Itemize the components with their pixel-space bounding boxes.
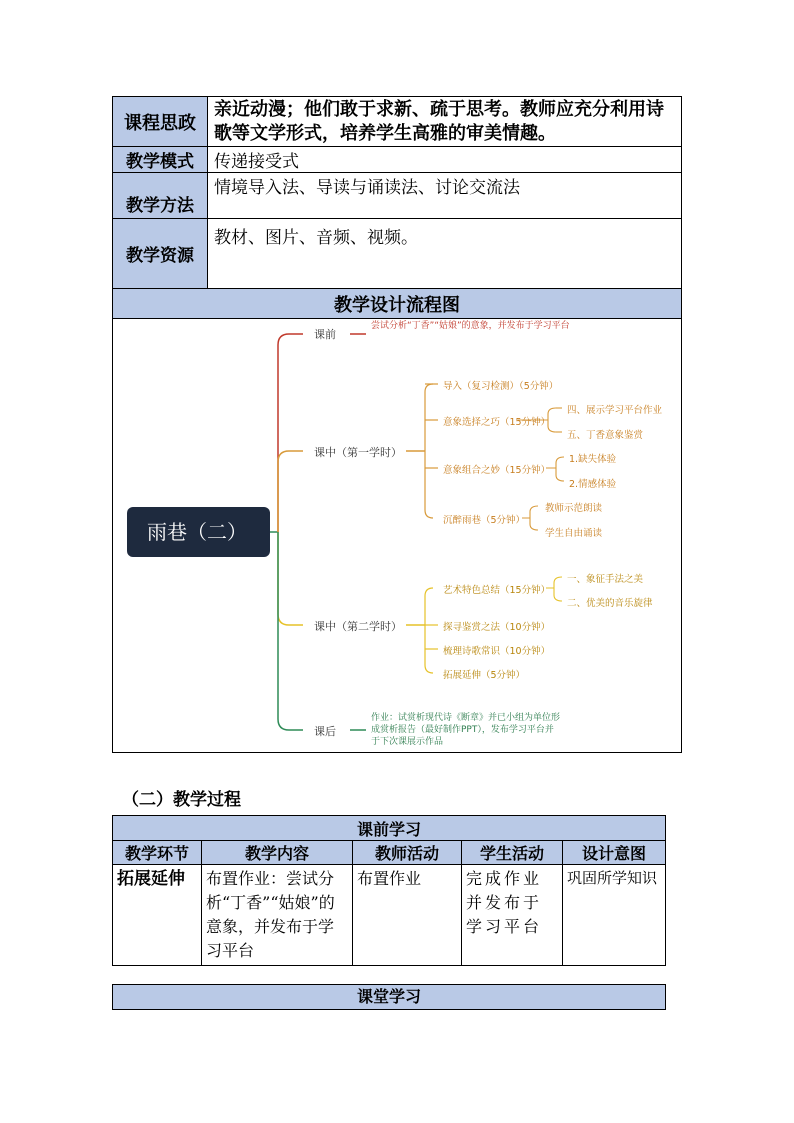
node-sub: 学生自由诵读 bbox=[545, 528, 603, 539]
node-item: 艺术特色总结（15分钟） bbox=[443, 585, 551, 596]
process-table-title: 课前学习 bbox=[113, 816, 666, 841]
flowchart-title: 教学设计流程图 bbox=[113, 289, 682, 319]
row-value: 情境导入法、导读与诵读法、讨论交流法 bbox=[208, 173, 682, 219]
column-header: 教学环节 bbox=[113, 841, 202, 865]
row-label: 课程思政 bbox=[113, 97, 208, 147]
node-after-desc-line: 成赏析报告（最好制作PPT），发布学习平台并 bbox=[371, 725, 554, 735]
node-sub: 1.缺失体验 bbox=[569, 454, 617, 465]
node-sub: 五、丁香意象鉴赏 bbox=[567, 430, 644, 441]
node-after-desc-line: 作业：试赏析现代诗《断章》并已小组为单位形 bbox=[371, 713, 561, 723]
node-item: 导入（复习检测）（5分钟） bbox=[443, 381, 559, 392]
row-value: 教材、图片、音频、视频。 bbox=[208, 219, 682, 289]
node-sub: 教师示范朗读 bbox=[545, 503, 603, 514]
node-sub: 2.情感体验 bbox=[569, 479, 617, 490]
column-header: 学生活动 bbox=[462, 841, 563, 865]
node-item: 梳理诗歌常识（10分钟） bbox=[443, 646, 551, 657]
column-header: 教学内容 bbox=[202, 841, 353, 865]
row-label: 教学方法 bbox=[113, 173, 208, 219]
table-cell: 布置作业：尝试分析“丁香”“姑娘”的意象，并发布于学习平台 bbox=[202, 865, 353, 966]
node-item: 意象选择之巧（15分钟） bbox=[443, 417, 551, 428]
node-lesson1: 课中（第一学时） bbox=[314, 446, 402, 459]
node-item: 沉醉雨巷（5分钟） bbox=[443, 515, 526, 526]
node-item: 意象组合之妙（15分钟） bbox=[443, 465, 551, 476]
row-label: 教学模式 bbox=[113, 147, 208, 173]
node-after: 课后 bbox=[314, 725, 336, 738]
table-cell: 巩固所学知识 bbox=[563, 865, 666, 966]
node-sub: 四、展示学习平台作业 bbox=[567, 405, 663, 416]
node-item: 拓展延伸（5分钟） bbox=[443, 670, 526, 681]
table-cell: 完成作业并发布于学习平台 bbox=[462, 865, 563, 966]
process-table bbox=[112, 815, 666, 966]
node-before-desc: 尝试分析“丁香”“姑娘”的意象，并发布于学习平台 bbox=[371, 321, 570, 331]
section-title: （二）教学过程 bbox=[122, 790, 241, 810]
node-item: 探寻鉴赏之法（10分钟） bbox=[443, 622, 551, 633]
node-sub: 二、优美的音乐旋律 bbox=[567, 598, 653, 609]
row-label: 教学资源 bbox=[113, 219, 208, 289]
table-row bbox=[113, 816, 666, 841]
table-row bbox=[113, 865, 666, 966]
table-cell: 拓展延伸 bbox=[113, 865, 202, 966]
table-header-row bbox=[113, 841, 666, 865]
column-header: 教师活动 bbox=[353, 841, 462, 865]
row-value: 传递接受式 bbox=[208, 147, 682, 173]
mindmap-root: 雨巷（二） bbox=[127, 507, 270, 557]
node-sub: 一、象征手法之美 bbox=[567, 574, 644, 585]
classroom-study-title: 课堂学习 bbox=[112, 984, 666, 1010]
row-value: 亲近动漫；他们敢于求新、疏于思考。教师应充分利用诗歌等文学形式，培养学生高雅的审美情趣。 bbox=[208, 97, 682, 147]
node-lesson2: 课中（第二学时） bbox=[314, 620, 402, 633]
node-before: 课前 bbox=[314, 328, 336, 341]
column-header: 设计意图 bbox=[563, 841, 666, 865]
node-after-desc-line: 于下次课展示作品 bbox=[371, 737, 444, 747]
table-cell: 布置作业 bbox=[353, 865, 462, 966]
